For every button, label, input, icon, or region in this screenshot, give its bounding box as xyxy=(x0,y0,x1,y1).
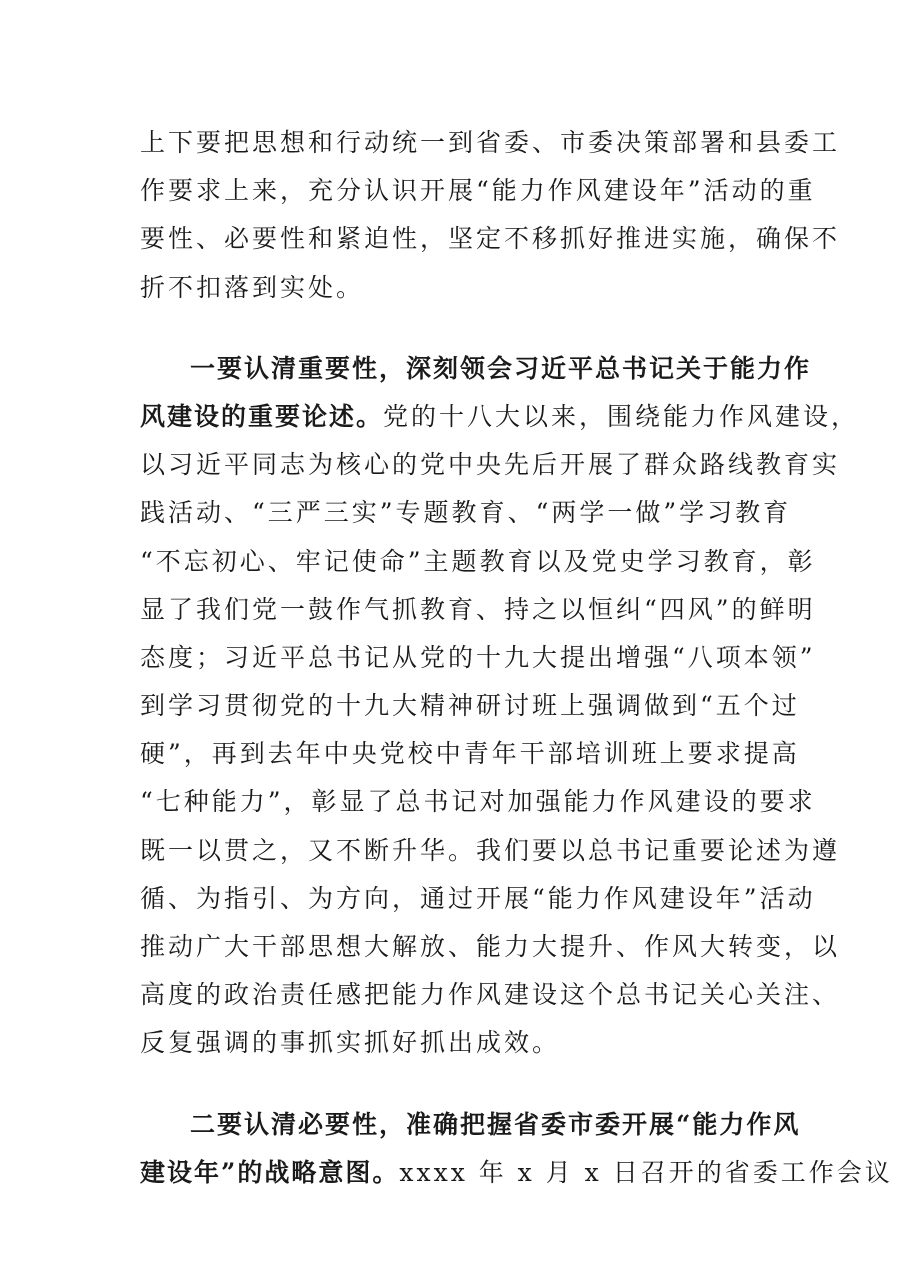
text-line: 到学习贯彻党的十九大精神研讨班上强调做到“五个过 xyxy=(140,691,800,721)
text-line: 推动广大干部思想大解放、能力大提升、作风大转变，以 xyxy=(140,932,841,961)
document-page xyxy=(140,119,893,1197)
text-line: 循、为指引、为方向，通过开展“能力作风建设年”活动 xyxy=(140,883,816,913)
text-line: 折不扣落到实处。 xyxy=(140,272,365,302)
text-line: 硬”，再到去年中央党校中青年干部培训班上要求提高 xyxy=(140,739,800,769)
paragraph-heading: 二要认清必要性，准确把握省委市委开展“能力作风 xyxy=(190,1109,801,1139)
paragraph-heading-cont: 建设年”的战略意图。 xyxy=(140,1157,400,1187)
text-line: 高度的政治责任感把能力作风建设这个总书记关心关注、 xyxy=(140,980,841,1010)
text-line: 要性、必要性和紧迫性，坚定不移抓好推进实施，确保不 xyxy=(140,224,841,254)
text-line: 显了我们党一鼓作气抓教育、持之以恒纠“四风”的鲜明 xyxy=(140,594,816,624)
text-line xyxy=(140,393,860,441)
text-line: 践活动、“三严三实”专题教育、“两学一做”学习教育 xyxy=(140,498,792,528)
text-line: 以习近平同志为核心的党中央先后开展了群众路线教育实 xyxy=(140,450,841,480)
text-line xyxy=(140,1149,893,1197)
text-span: 党的十八大以来，围绕能力作风建设， xyxy=(383,401,860,431)
paragraph-importance xyxy=(140,345,860,1068)
text-line: 态度；习近平总书记从党的十九大提出增强“八项本领” xyxy=(140,642,816,672)
text-line: 作要求上来，充分认识开展“能力作风建设年”活动的重 xyxy=(140,176,816,206)
text-line: 反复强调的事抓实抓好抓出成效。 xyxy=(140,1028,561,1058)
text-line: “七种能力”，彰显了总书记对加强能力作风建设的要求 xyxy=(140,787,816,817)
paragraph-intro xyxy=(140,119,841,312)
paragraph-necessity xyxy=(140,1101,893,1197)
text-line: 上下要把思想和行动统一到省委、市委决策部署和县委工 xyxy=(140,128,841,157)
paragraph-heading-cont: 风建设的重要论述。 xyxy=(140,401,384,431)
text-line: “不忘初心、牢记使命”主题教育以及党史学习教育，彰 xyxy=(140,546,816,576)
text-span: xxxx 年 x 月 x 日召开的省委工作会议 xyxy=(399,1157,893,1187)
paragraph-heading: 一要认清重要性，深刻领会习近平总书记关于能力作 xyxy=(190,353,812,383)
text-line: 既一以贯之，又不断升华。我们要以总书记重要论述为遵 xyxy=(140,835,841,865)
